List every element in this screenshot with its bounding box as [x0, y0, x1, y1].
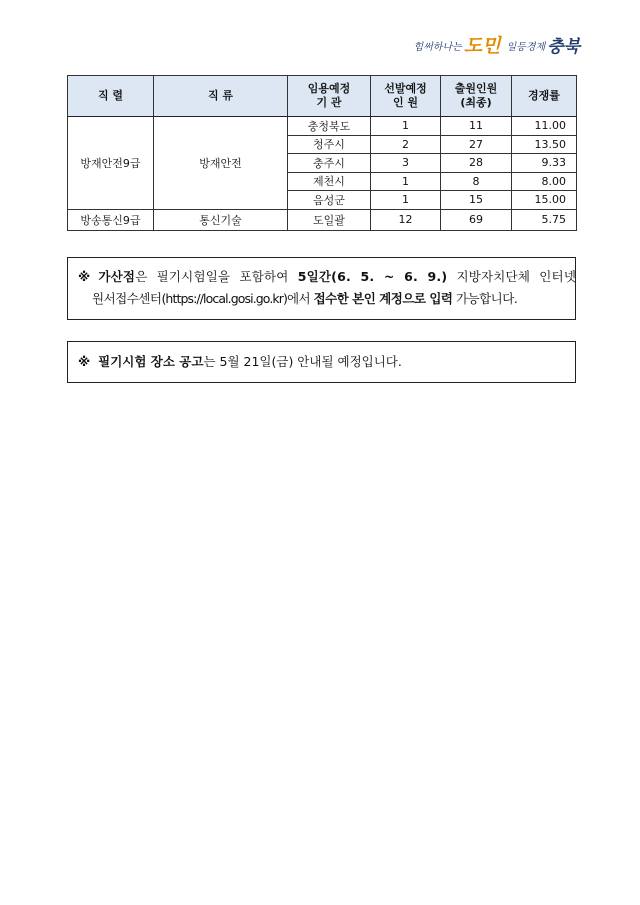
ratio-cell: 5.75	[512, 209, 577, 230]
selected-cell: 1	[371, 191, 441, 210]
applicants-cell: 28	[441, 154, 512, 173]
selected-cell: 12	[371, 209, 441, 230]
selected-cell: 2	[371, 135, 441, 154]
ratio-cell: 8.00	[512, 172, 577, 191]
header-selected: 선발예정 인 원	[371, 76, 441, 117]
agency-cell: 청주시	[288, 135, 371, 154]
header-agency: 임용예정 기 관	[288, 76, 371, 117]
grade-cell: 방재안전9급	[68, 117, 154, 210]
agency-cell: 충주시	[288, 154, 371, 173]
selected-cell: 1	[371, 117, 441, 136]
applicants-cell: 15	[441, 191, 512, 210]
reference-mark: ※	[78, 354, 91, 369]
logo-text-small: 힘써하나는	[413, 42, 462, 53]
notice-line-2: 원서접수센터(https://local.gosi.go.kr)에서 접수한 본인 계정으로 입력 가능합니다.	[92, 291, 518, 306]
header-grade: 직 렬	[68, 76, 154, 117]
grade-cell: 방송통신9급	[68, 209, 154, 230]
agency-cell: 제천시	[288, 172, 371, 191]
series-cell: 통신기술	[154, 209, 288, 230]
logo-text-big: 도민	[463, 35, 501, 57]
exam-location-notice: ※ 필기시험 장소 공고는 5월 21일(금) 안내될 예정입니다.	[67, 341, 576, 383]
ratio-cell: 9.33	[512, 154, 577, 173]
agency-cell: 충청북도	[288, 117, 371, 136]
ratio-cell: 13.50	[512, 135, 577, 154]
reference-mark: ※	[78, 269, 91, 284]
header-applicants: 출원인원 (최종)	[441, 76, 512, 117]
logo-text-end: 충북	[547, 37, 580, 57]
applicants-cell: 8	[441, 172, 512, 191]
applicants-cell: 69	[441, 209, 512, 230]
header-series: 직 류	[154, 76, 288, 117]
series-cell: 방재안전	[154, 117, 288, 210]
agency-cell: 도일괄	[288, 209, 371, 230]
table-row	[68, 209, 577, 230]
table-row	[68, 117, 577, 136]
ratio-cell: 15.00	[512, 191, 577, 210]
selected-cell: 3	[371, 154, 441, 173]
notice-line-1: ※ 가산점은 필기시험일을 포함하여 5일간(6. 5. ~ 6. 9.) 지방자치단체 인터넷	[78, 269, 577, 284]
header-ratio: 경쟁률	[512, 76, 577, 117]
selected-cell: 1	[371, 172, 441, 191]
agency-cell: 음성군	[288, 191, 371, 210]
ratio-cell: 11.00	[512, 117, 577, 136]
table-header-row	[68, 76, 577, 117]
applicants-cell: 11	[441, 117, 512, 136]
competition-table	[67, 75, 577, 231]
logo-text-small-2: 일등경제	[506, 42, 546, 53]
site-url: (https://local.gosi.go.kr)	[161, 291, 287, 306]
bonus-points-notice	[67, 257, 576, 320]
header-logo	[413, 28, 580, 56]
applicants-cell: 27	[441, 135, 512, 154]
